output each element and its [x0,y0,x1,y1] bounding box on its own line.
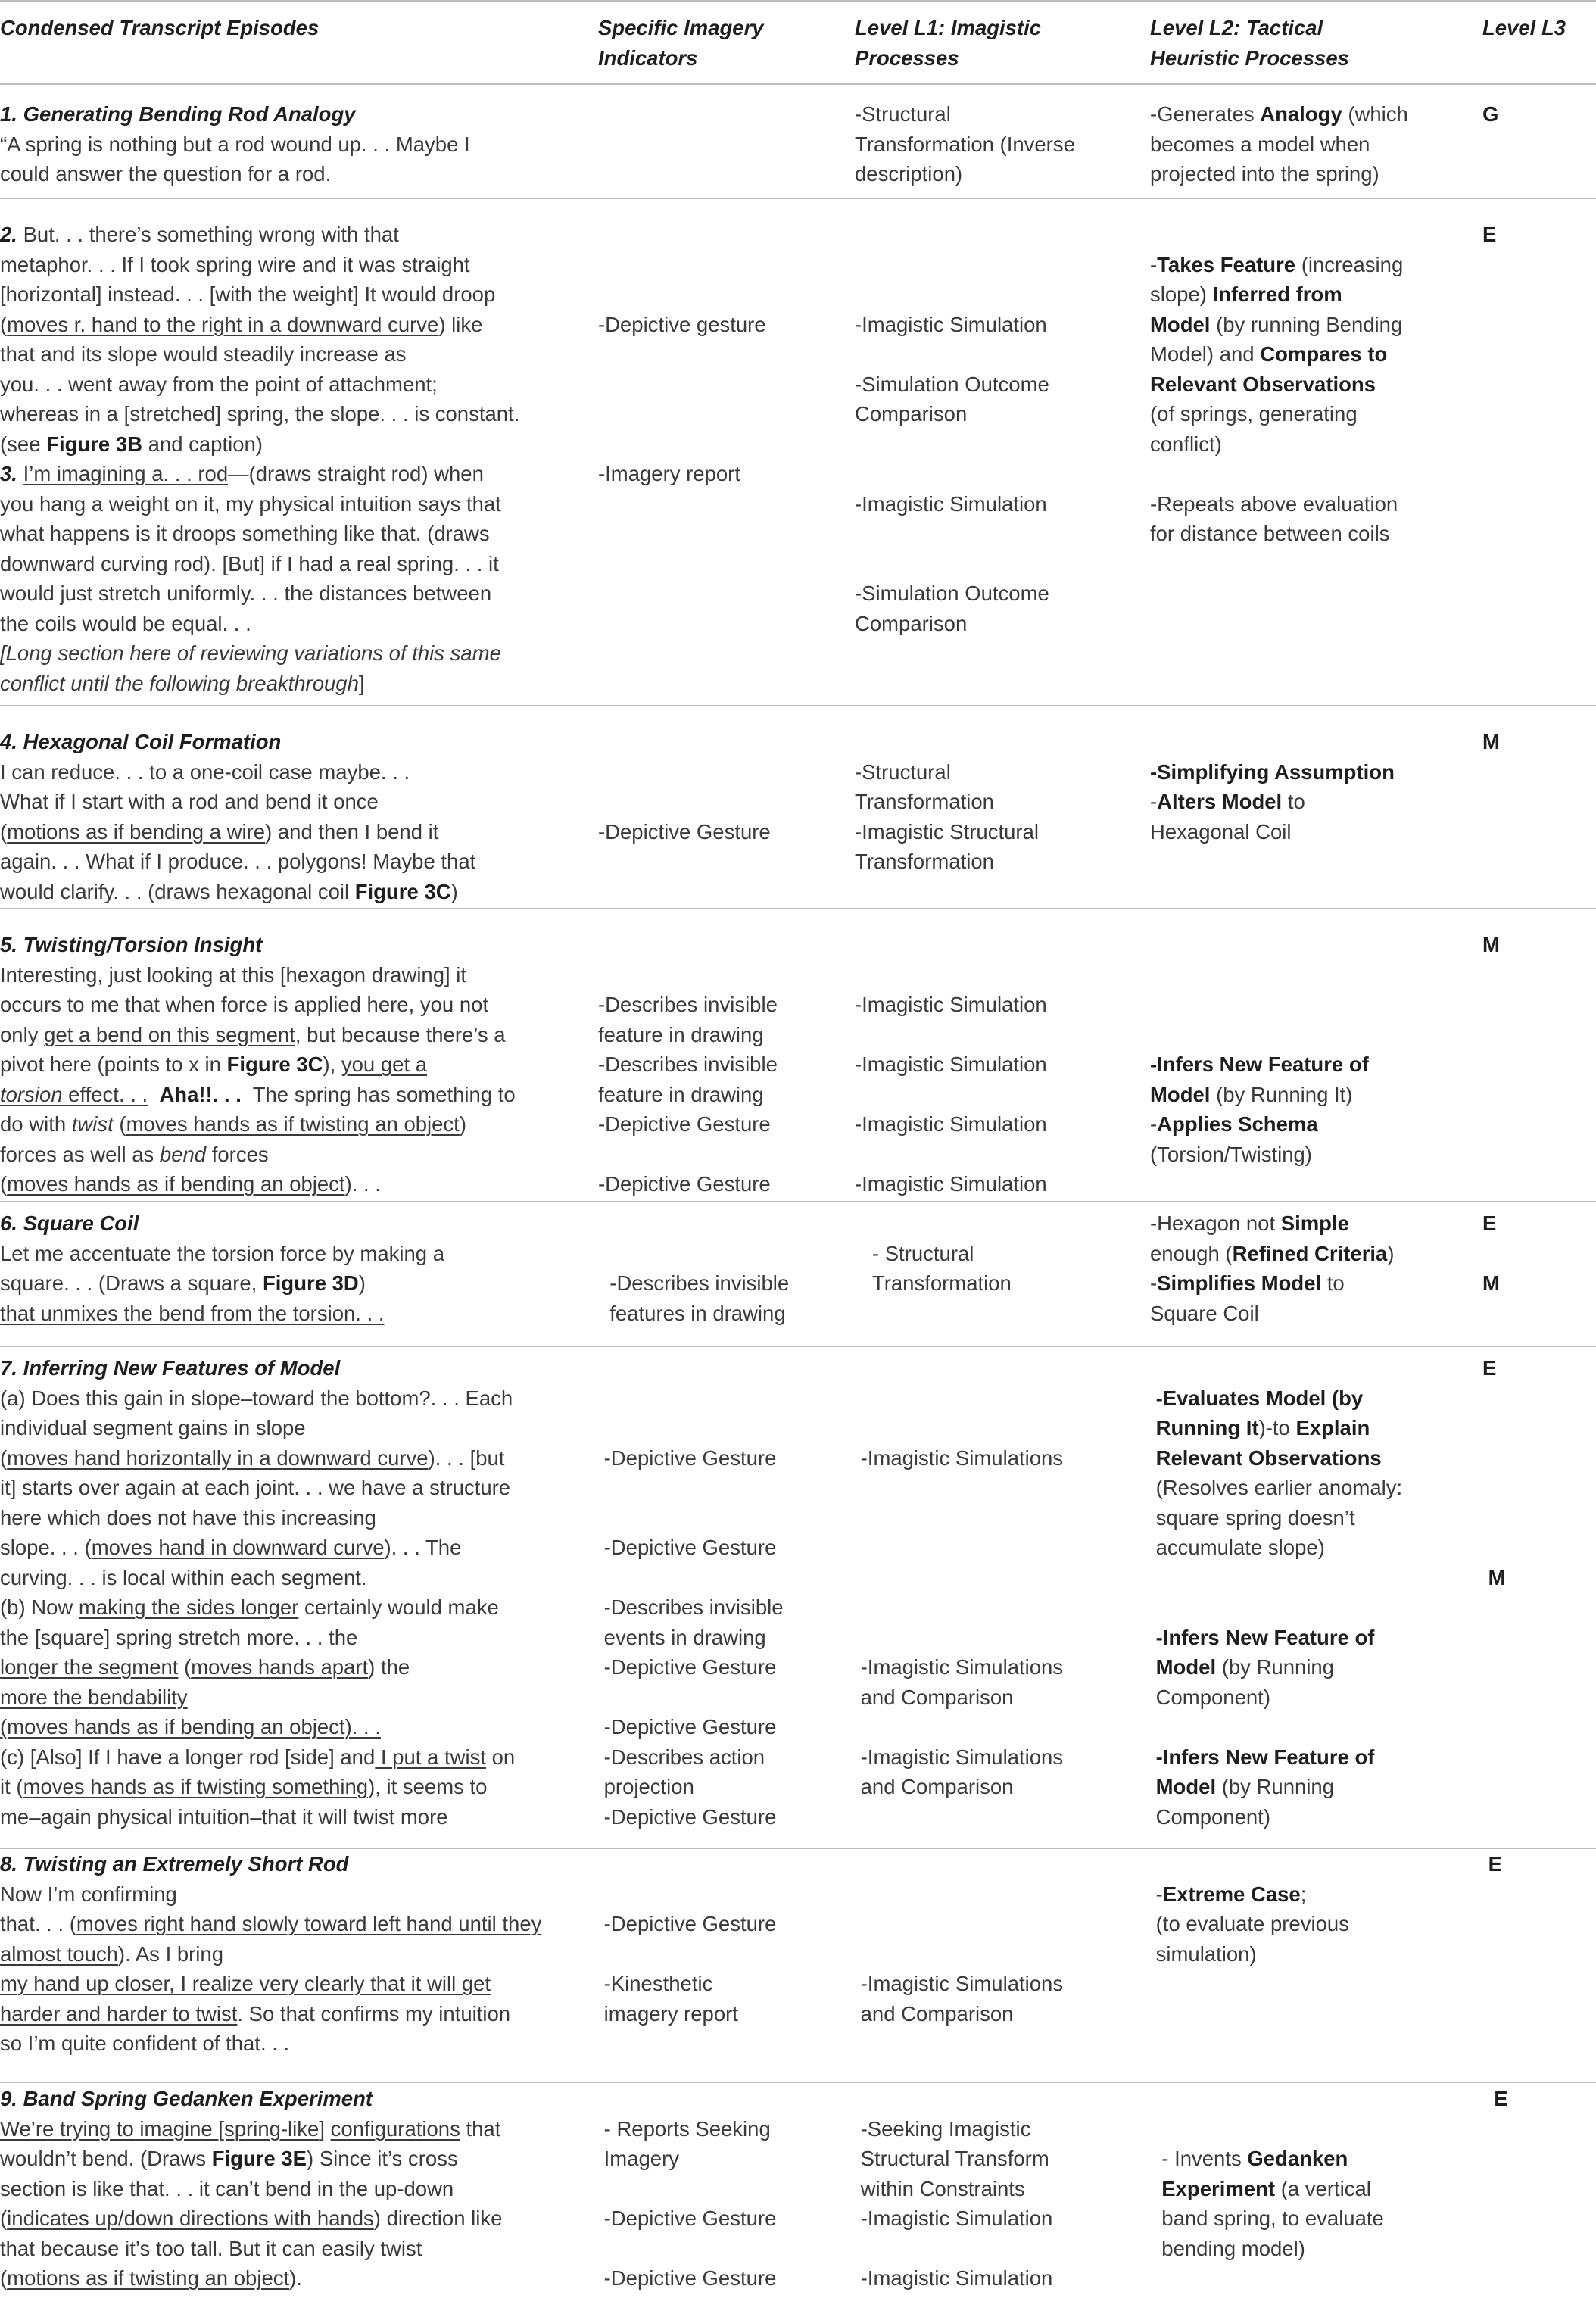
l3-code: E [1482,1212,1497,1235]
l2-process: -Evaluates Model (by [1155,1386,1364,1410]
transcript-line: What if I start with a rod and bend it once [0,790,379,813]
transcript-line: again. . . What if I produce. . . polygons! Maybe that [0,850,476,873]
transcript-line: longer the segment (moves hands apart) the [0,1655,410,1679]
l1-process: -Imagistic Simulations [855,1655,1064,1679]
l1-process: Structural Transform [855,2147,1049,2170]
imagery-indicator: -Depictive Gesture [598,1655,777,1679]
l2-process: Relevant Observations [1155,1445,1382,1470]
l1-process: -Imagistic Simulation [855,2266,1053,2290]
transcript-line: could answer the question for a rod. [0,162,332,186]
l3-code: E [1482,223,1497,246]
l1-process: Transformation [855,790,994,813]
transcript-line: (motions as if bending a wire) and then I bend it [0,819,439,844]
row-separator [0,2082,1596,2083]
transcript-line: (see Figure 3B and caption) [0,432,263,456]
episode-title: 9. Band Spring Gedanken Experiment [0,2087,373,2110]
episode-title: 1. Generating Bending Rod Analogy [0,102,356,126]
imagery-indicator: -Depictive Gesture [598,1912,777,1935]
header-col-l1: Level L1: Imagistic Processes [855,16,1042,70]
episode-title: 6. Square Coil [0,1212,139,1235]
header-col-l2: Level L2: Tactical Heuristic Processes [1150,16,1349,70]
l2-process: Experiment (a vertical [1161,2176,1371,2200]
header-col-l3: Level L3 [1482,16,1566,39]
imagery-indicator: Imagery [598,2147,679,2170]
l2-process: simulation) [1150,1941,1257,1966]
transcript-line: 3. I’m imagining a. . . rod—(draws straight rod) when [0,462,484,485]
transcript-line: wouldn’t bend. (Draws Figure 3E) Since it’s cross [0,2147,458,2170]
transcript-line: it (moves hands as if twisting something), it seems to [0,1775,488,1798]
l2-process: -Infers New Feature of [1155,1745,1375,1769]
l2-process: -Applies Schema [1150,1112,1318,1136]
l1-process: and Comparison [855,1775,1014,1798]
l1-process: -Imagistic Simulation [855,491,1047,516]
l2-process: Model (by running Bending [1150,312,1403,336]
transcript-line: that. . . (moves right hand slowly toward left hand until they [0,1912,542,1935]
l1-process: -Imagistic Simulation [855,1053,1047,1076]
imagery-indicator: projection [598,1775,694,1798]
row-separator [0,83,1596,85]
l1-process: -Structural [855,102,951,126]
l2-process: -Hexagon not Simple [1150,1212,1349,1235]
l3-code: G [1482,102,1499,126]
l3-code: E [1482,1852,1502,1876]
row-separator [0,0,1596,2]
l3-code: M [1482,730,1500,753]
l2-process: -Infers New Feature of [1155,1625,1375,1649]
l2-process: Component) [1150,1804,1270,1829]
transcript-line: metaphor. . . If I took spring wire and it was straight [0,252,470,276]
l2-process: (Torsion/Twisting) [1150,1142,1312,1166]
imagery-indicator: -Depictive Gesture [598,1536,777,1559]
row-separator [0,908,1596,909]
row-separator [0,705,1596,706]
imagery-indicator: -Depictive gesture [598,312,766,336]
l1-process: and Comparison [855,1685,1014,1709]
imagery-indicator: imagery report [598,2001,738,2026]
imagery-indicator: -Depictive Gesture [598,1172,771,1196]
episode-title: 7. Inferring New Features of Model [0,1356,341,1380]
row-separator [0,1201,1596,1202]
imagery-indicator: -Describes invisible [598,1595,784,1619]
transcript-line: only get a bend on this segment, but because there’s a [0,1022,506,1046]
l2-process: Running It)-to Explain [1155,1416,1370,1439]
transcript-line: that unmixes the bend from the torsion. . . [0,1301,385,1325]
l2-process: band spring, to evaluate [1150,2206,1384,2230]
transcript-line: it] starts over again at each joint. . . we have a structure [0,1476,511,1499]
l1-process: -Seeking Imagistic [855,2116,1031,2141]
transcript-line: section is like that. . . it can’t bend in the up-down [0,2176,454,2200]
imagery-indicator: -Depictive Gesture [598,1804,777,1829]
transcript-line: square. . . (Draws a square, Figure 3D) [0,1271,366,1295]
l2-process: Model (by Running It) [1150,1082,1353,1106]
transcript-line: would clarify. . . (draws hexagonal coil Figure 3C) [0,879,458,903]
imagery-indicator: -Describes invisible [598,1271,790,1295]
imagery-indicator: -Imagery report [598,462,740,485]
l2-process: accumulate slope) [1150,1536,1325,1559]
l3-code: M [1482,933,1500,956]
l3-code: M [1482,1565,1506,1589]
imagery-indicator: -Depictive Gesture [598,1715,777,1739]
l2-process: -Takes Feature (increasing [1150,252,1404,276]
transcript-line: conflict until the following breakthrough] [0,671,365,695]
transcript-line: pivot here (points to x in Figure 3C), you get a [0,1053,428,1076]
transcript-line: I can reduce. . . to a one-coil case maybe. . . [0,759,410,784]
transcript-line: (moves hand horizontally in a downward curve). . . [but [0,1445,505,1470]
l2-process: enough (Refined Criteria) [1150,1241,1395,1265]
imagery-indicator: -Describes invisible [598,993,778,1016]
transcript-line: me–again physical intuition–that it will twist more [0,1804,448,1829]
l2-process: conflict) [1150,432,1222,456]
imagery-indicator: -Describes invisible [598,1053,778,1076]
transcript-line: Let me accentuate the torsion force by making a [0,1241,444,1265]
row-separator [0,1848,1596,1849]
l1-process: -Imagistic Simulation [855,1172,1047,1196]
l2-process: -Extreme Case; [1150,1882,1307,1906]
transcript-line: individual segment gains in slope [0,1416,306,1439]
l2-process: - Invents Gedanken [1150,2147,1348,2170]
imagery-indicator: -Depictive Gesture [598,2266,777,2290]
transcript-line: (indicates up/down directions with hands) direction like [0,2206,503,2230]
transcript-line: do with twist (moves hands as if twisting an object) [0,1112,466,1136]
transcript-line: the coils would be equal. . . [0,611,251,635]
episode-title: 4. Hexagonal Coil Formation [0,730,282,753]
row-separator [0,198,1596,199]
l2-process: Hexagonal Coil [1150,819,1292,844]
transcript-line: more the bendability [0,1685,188,1709]
transcript-line: [Long section here of reviewing variations of this same [0,641,501,665]
transcript-line: occurs to me that when force is applied here, you not [0,993,489,1016]
l2-process: bending model) [1150,2236,1305,2260]
l1-process: Transformation [855,1271,1012,1295]
l1-process: Transformation (Inverse [855,132,1075,156]
transcript-line: my hand up closer, I realize very clearly that it will get [0,1972,491,1995]
transcript-line: downward curving rod). [But] if I had a real spring. . . it [0,551,499,575]
transcript-line: slope. . . (moves hand in downward curve). . . The [0,1536,462,1559]
l1-process: within Constraints [855,2176,1025,2200]
l1-process: and Comparison [855,2001,1014,2026]
l2-process: -Simplifies Model to [1150,1271,1345,1295]
transcript-line: Interesting, just looking at this [hexagon drawing] it [0,962,467,987]
l2-process: -Infers New Feature of [1150,1053,1369,1076]
transcript-line: We’re trying to imagine [spring-like] configurations that [0,2116,501,2141]
transcript-line: Now I’m confirming [0,1882,177,1906]
l2-process: Component) [1150,1685,1270,1709]
transcript-line: (a) Does this gain in slope–toward the bottom?. . . Each [0,1386,513,1410]
episode-title: 8. Twisting an Extremely Short Rod [0,1852,349,1876]
l3-code: E [1482,1356,1497,1380]
l2-process: -Simplifying Assumption [1150,759,1395,784]
imagery-indicator: -Kinesthetic [598,1972,713,1995]
l2-process: slope) Inferred from [1150,282,1342,306]
l2-process: -Repeats above evaluation [1150,491,1398,516]
imagery-indicator: features in drawing [598,1301,786,1325]
l2-process: (of springs, generating [1150,402,1358,426]
l1-process: -Imagistic Simulations [855,1445,1064,1470]
transcript-line: you hang a weight on it, my physical intuition says that [0,491,501,516]
l3-code: E [1482,2087,1508,2110]
transcript-line: [horizontal] instead. . . [with the weight] It would droop [0,282,496,306]
imagery-indicator: events in drawing [598,1625,766,1649]
episode-title: 5. Twisting/Torsion Insight [0,933,263,956]
header-col-transcript: Condensed Transcript Episodes [0,16,320,39]
transcript-line: whereas in a [stretched] spring, the slope. . . is constant. [0,402,520,426]
transcript-line: the [square] spring stretch more. . . the [0,1625,358,1649]
l1-process: -Imagistic Simulation [855,312,1047,336]
transcript-line: (moves r. hand to the right in a downward curve) like [0,312,483,336]
imagery-indicator: -Depictive Gesture [598,1112,771,1136]
header-col-imagery: Specific Imagery Indicators [598,16,764,70]
l2-process: Square Coil [1150,1301,1259,1325]
l2-process: Model) and Compares to [1150,342,1388,366]
transcript-line: so I’m quite confident of that. . . [0,2032,290,2055]
transcript-line: curving. . . is local within each segment. [0,1565,367,1589]
imagery-indicator: - Reports Seeking [598,2116,771,2141]
l1-process: -Simulation Outcome [855,582,1049,605]
transcript-line: you. . . went away from the point of attachment; [0,372,438,396]
transcript-line: (moves hands as if bending an object). . . [0,1715,381,1739]
imagery-indicator: -Describes action [598,1745,765,1769]
l1-process: Comparison [855,402,968,426]
transcript-line: what happens is it droops something like that. (draws [0,522,490,545]
l1-process: -Imagistic Simulations [855,1745,1064,1769]
l2-process: square spring doesn’t [1150,1505,1355,1530]
transcript-line: (b) Now making the sides longer certainly would make [0,1595,499,1619]
l2-process: projected into the spring) [1150,162,1379,186]
transcript-line: (motions as if twisting an object). [0,2266,302,2290]
imagery-indicator: -Depictive Gesture [598,1445,777,1470]
transcript-line: forces as well as bend forces [0,1142,269,1166]
l1-process: Comparison [855,611,968,635]
l1-process: -Imagistic Simulation [855,993,1047,1016]
transcript-line: almost touch). As I bring [0,1941,224,1966]
l2-process: becomes a model when [1150,132,1370,156]
transcript-line: (c) [Also] If I have a longer rod [side] and I put a twist on [0,1745,516,1769]
l2-process: Model (by Running [1155,1655,1335,1679]
l1-process: -Structural [855,759,951,784]
row-separator [0,1346,1596,1347]
transcript-line: would just stretch uniformly. . . the distances between [0,582,492,605]
transcript-line: (moves hands as if bending an object). . . [0,1172,381,1196]
transcript-line: that because it’s too tall. But it can easily twist [0,2236,422,2260]
imagery-indicator: feature in drawing [598,1082,764,1106]
l2-process: -Generates Analogy (which [1150,102,1408,126]
transcript-line: harder and harder to twist. So that confirms my intuition [0,2001,511,2026]
l2-process: for distance between coils [1150,522,1390,545]
l1-process: -Imagistic Simulation [855,2206,1053,2230]
l2-process: (Resolves earlier anomaly: [1150,1476,1403,1499]
l1-process: -Imagistic Structural [855,819,1039,844]
l3-code: M [1482,1271,1500,1295]
imagery-indicator: -Depictive Gesture [598,819,771,844]
imagery-indicator: feature in drawing [598,1022,764,1046]
l1-process: -Imagistic Simulations [855,1972,1064,1995]
l2-process: Relevant Observations [1150,372,1376,396]
transcript-line: that and its slope would steadily increase as [0,342,407,366]
l2-process: (to evaluate previous [1150,1912,1349,1935]
l2-process: -Alters Model to [1150,790,1305,813]
transcript-line: torsion effect. . . Aha!!. . . The spring has something to [0,1082,516,1106]
transcript-line: “A spring is nothing but a rod wound up. . . Maybe I [0,132,470,156]
l1-process: description) [855,162,963,186]
l1-process: - Structural [855,1241,974,1265]
transcript-line: here which does not have this increasing [0,1505,376,1530]
l2-process: Model (by Running [1155,1775,1335,1798]
l1-process: Transformation [855,850,994,873]
imagery-indicator: -Depictive Gesture [598,2206,777,2230]
l1-process: -Simulation Outcome [855,372,1049,396]
transcript-line: 2. But. . . there’s something wrong with that [0,223,399,246]
l1-process: -Imagistic Simulation [855,1112,1047,1136]
